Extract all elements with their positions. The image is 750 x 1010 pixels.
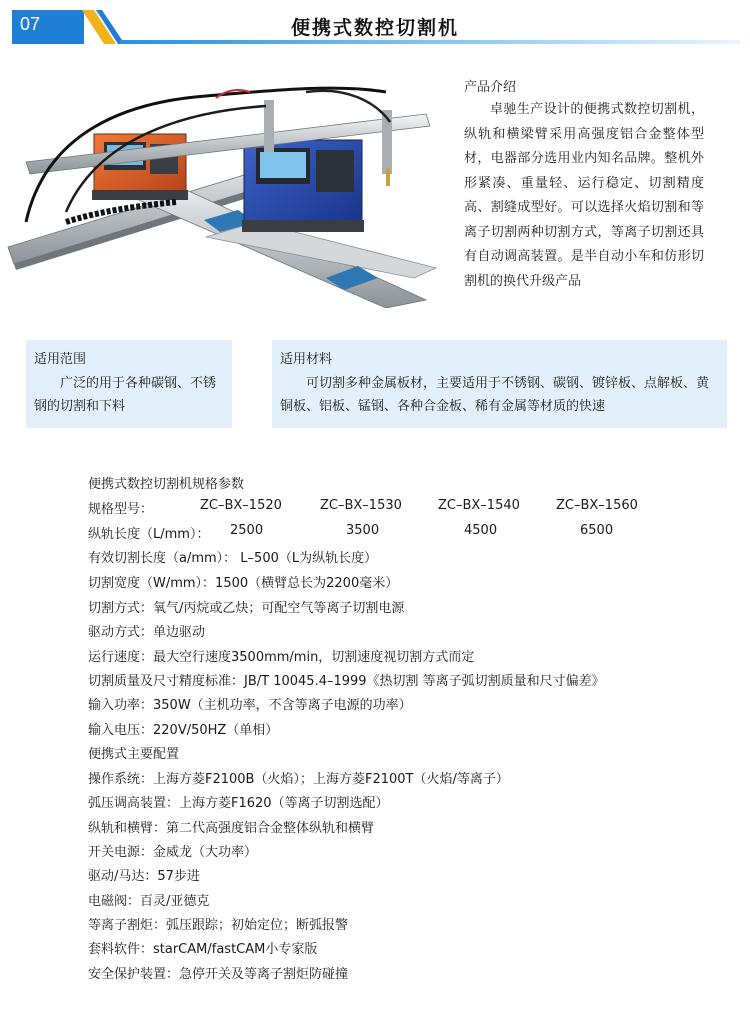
spec-line: 运行速度：最大空行速度3500mm/min，切割速度视切割方式而定 [88,650,475,665]
intro-text: 卓驰生产设计的便携式数控切割机，纵轨和横梁臂采用高强度铝合金整体型材，电器部分选用业内知名品牌。整机外形紧凑、重量轻、运行稳定、切割精度高、割缝成型好。可以选择火焰切割和等离子切割两种切割方式，等离子切割还具有自动调高装置。是半自动小车和仿形切割机的换代升级产品 [464,102,704,289]
rail-length-1520: 2500 [230,523,264,538]
model-1560: ZC–BX–1560 [556,498,638,513]
scope-box [26,340,232,428]
spec-line: 驱动/马达：57步进 [88,869,200,884]
spec-line: 切割方式：氧气/丙烷或乙炔；可配空气等离子切割电源 [88,601,405,616]
model-1520: ZC–BX–1520 [200,498,282,513]
model-label: 规格型号： [88,502,154,517]
spec-line: 切割宽度（W/mm）：1500（横臂总长为2200毫米） [88,576,399,591]
scope-text: 广泛的用于各种碳钢、不锈钢的切割和下料 [34,376,217,414]
spec-line: 有效切割长度（a/mm）： L–500（L为纵轨长度） [88,551,378,566]
model-1530: ZC–BX–1530 [320,498,402,513]
rail-length-label: 纵轨长度（L/mm）： [88,527,210,542]
rail-length-1560: 6500 [580,523,614,538]
materials-box [272,340,727,428]
materials-heading: 适用材料 [280,352,333,367]
config-heading: 便携式主要配置 [88,747,180,762]
page-title: 便携式数控切割机 [290,17,459,39]
spec-line: 等离子割炬：弧压跟踪；初始定位；断弧报警 [88,918,349,933]
spec-line: 驱动方式：单边驱动 [88,625,206,640]
spec-line: 操作系统：上海方菱F2100B（火焰）；上海方菱F2100T（火焰/等离子） [88,772,509,787]
scope-heading: 适用范围 [34,352,87,367]
rail-length-1540: 4500 [464,523,498,538]
spec-line: 套料软件：starCAM/fastCAM小专家版 [88,942,318,957]
spec-line: 电磁阀：百灵/亚德克 [88,894,210,909]
cnc-cutting-machine-image [6,72,450,308]
page-header [0,0,750,48]
spec-line: 输入电压：220V/50HZ（单相） [88,723,279,738]
spec-line: 开关电源：金威龙（大功率） [88,845,258,860]
spec-line: 切割质量及尺寸精度标准：JB/T 10045.4–1999《热切割 等离子弧切割质量和尺寸偏差》 [88,674,605,689]
specs-heading: 便携式数控切割机规格参数 [88,477,245,492]
materials-text: 可切割多种金属板材，主要适用于不锈钢、碳钢、镀锌板、点解板、黄铜板、铝板、锰钢、各种合金板、稀有金属等材质的快速 [280,376,710,414]
page-number: 07 [20,14,41,34]
rail-length-1530: 3500 [346,523,380,538]
spec-line: 纵轨和横臂：第二代高强度铝合金整体纵轨和横臂 [88,821,375,836]
spec-line: 弧压调高装置：上海方菱F1620（等离子切割选配） [88,796,389,811]
model-1540: ZC–BX–1540 [438,498,520,513]
spec-line: 安全保护装置：急停开关及等离子割炬防碰撞 [88,967,349,982]
spec-line: 输入功率：350W（主机功率，不含等离子电源的功率） [88,698,412,713]
intro-heading: 产品介绍 [464,80,517,95]
header-gradient-line [120,40,740,44]
